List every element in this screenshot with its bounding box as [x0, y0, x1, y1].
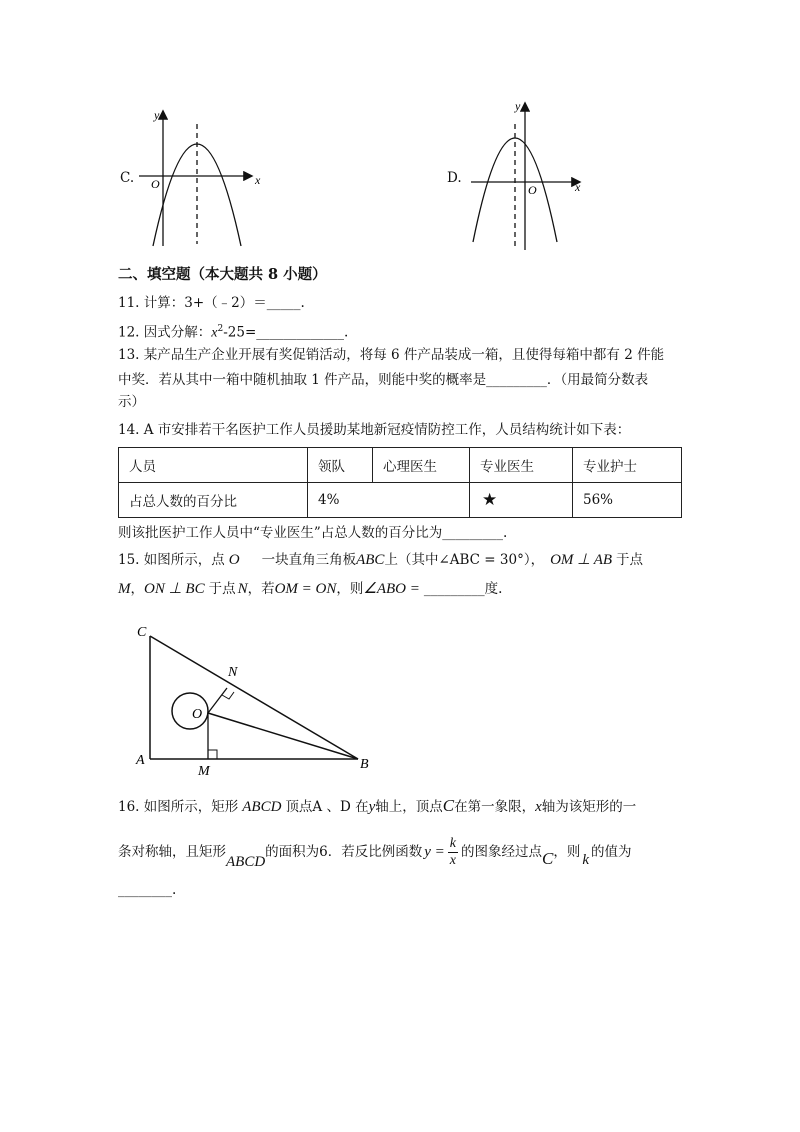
- q16-text: 的图象经过点: [461, 844, 543, 860]
- table-header-cell: 人员: [119, 448, 308, 483]
- triangle-figure: [128, 622, 378, 780]
- q15-answer-blank: _________度.: [423, 581, 503, 597]
- q16-fraction-numerator: k: [449, 836, 457, 851]
- option-c-label: C.: [120, 170, 135, 186]
- label-b: B: [360, 757, 369, 772]
- q16-var-x: x: [535, 799, 542, 815]
- q12-var: x: [211, 325, 218, 341]
- q15-triangle-abc: ABC: [356, 552, 385, 568]
- label-o: O: [192, 707, 203, 722]
- d-origin-label: O: [528, 183, 537, 197]
- d-y-label: y: [515, 99, 521, 113]
- q16-text: 条对称轴，且矩形: [118, 844, 226, 860]
- option-c-graph: [135, 100, 275, 248]
- question-15-line2: [118, 579, 502, 599]
- q16-function-y: y =: [424, 844, 445, 860]
- q15-om-perp-ab: OM ⊥ AB: [550, 552, 613, 568]
- c-parabola: [153, 144, 241, 246]
- q15-angle-condition: 上（其中∠ABC = 30°），: [384, 552, 545, 568]
- question-12: [118, 319, 348, 344]
- q16-text: 16. 如图所示，矩形: [118, 799, 239, 815]
- question-14-question: 则该批医护工作人员中“专业医生”占总人数的百分比为_________.: [118, 525, 508, 541]
- q15-point-m: M: [118, 581, 131, 597]
- option-d-label: D.: [447, 170, 462, 186]
- segment-ob: [208, 713, 358, 759]
- question-11: 11. 计算：3+（﹣2）＝_____.: [118, 295, 305, 311]
- q15-text: ，: [130, 581, 144, 597]
- question-16-line1: [118, 796, 636, 817]
- circle-o: [172, 693, 208, 729]
- option-d-graph: [465, 96, 595, 252]
- q15-text: ，则: [336, 581, 364, 597]
- question-15-line1: [118, 550, 643, 570]
- q15-text: 15. 如图所示，点: [118, 552, 225, 568]
- q16-text: 轴上，顶点: [375, 799, 443, 815]
- q12-suffix: -25=_____________.: [223, 324, 349, 341]
- question-16-line2: [118, 836, 632, 869]
- c-origin-label: O: [151, 177, 160, 191]
- q15-text: 于点: [616, 552, 644, 568]
- q16-rectangle-abcd: ABCD: [226, 854, 266, 870]
- q15-point-n: N: [237, 581, 248, 597]
- segment-on: [208, 688, 227, 713]
- q15-angle-abo: ∠ABO =: [363, 581, 420, 597]
- question-13-line2: 中奖．若从其中一箱中随机抽取 1 件产品，则能中奖的概率是_________．（用最简分数表: [118, 372, 649, 388]
- q16-text: 轴为该矩形的一: [541, 799, 637, 815]
- q15-text: 一块直角三角板: [261, 552, 357, 568]
- question-13-line3: 示）: [118, 394, 145, 410]
- section-heading: 二、填空题（本大题共 8 小题）: [118, 266, 327, 283]
- table-header-cell: 领队: [308, 448, 373, 483]
- q15-om-equals-on: OM = ON: [274, 581, 337, 597]
- d-x-label: x: [575, 180, 581, 194]
- q16-fraction-denominator: x: [449, 853, 457, 868]
- label-n: N: [228, 665, 238, 680]
- q16-var-y: y: [368, 799, 376, 815]
- table-cell-nurse: 56%: [573, 483, 682, 518]
- q16-text: 在第一象限，: [454, 799, 536, 815]
- q16-var-k: k: [582, 852, 590, 868]
- right-angle-m: [208, 750, 217, 759]
- question-14-intro: 14. A 市安排若干名医护工作人员援助某地新冠疫情防控工作，人员结构统计如下表：: [118, 422, 631, 438]
- q16-text: 的值为: [591, 844, 632, 860]
- question-16-line3: ________.: [118, 882, 177, 898]
- staff-structure-table: [118, 447, 682, 518]
- table-header-cell: 专业护士: [573, 448, 682, 483]
- label-a: A: [136, 753, 145, 768]
- q16-text: 顶点A 、D 在: [285, 799, 369, 815]
- table-header-row: [119, 448, 682, 483]
- q16-rectangle-abcd: ABCD: [242, 799, 282, 815]
- table-header-cell: 专业医生: [470, 448, 573, 483]
- label-m: M: [198, 764, 210, 779]
- q16-point-c: C: [442, 796, 455, 815]
- q16-point-c: C: [542, 849, 554, 868]
- table-cell-star: ★: [470, 483, 573, 518]
- q15-text: ，若: [247, 581, 275, 597]
- q12-prefix: 12. 因式分解：: [118, 324, 212, 341]
- label-c: C: [137, 625, 147, 640]
- c-x-label: x: [255, 173, 261, 187]
- c-y-label: y: [154, 108, 160, 122]
- table-row: [119, 483, 682, 518]
- q16-text: ，则: [553, 844, 581, 860]
- question-13-line1: 13. 某产品生产企业开展有奖促销活动，将每 6 件产品装成一箱，且使得每箱中都有 2 件能: [118, 347, 665, 363]
- table-row-label: 占总人数的百分比: [119, 483, 308, 518]
- q16-text: 的面积为6．若反比例函数: [265, 844, 423, 860]
- q12-sup: 2: [217, 324, 224, 334]
- table-cell-merged-percent: 4%: [308, 483, 470, 518]
- q16-fraction: [448, 836, 458, 869]
- table-header-cell: 心理医生: [373, 448, 470, 483]
- q15-text: 于点: [208, 581, 236, 597]
- q15-on-perp-bc: ON ⊥ BC: [144, 581, 205, 597]
- q15-point-o: O: [228, 552, 240, 568]
- side-cb: [150, 636, 358, 759]
